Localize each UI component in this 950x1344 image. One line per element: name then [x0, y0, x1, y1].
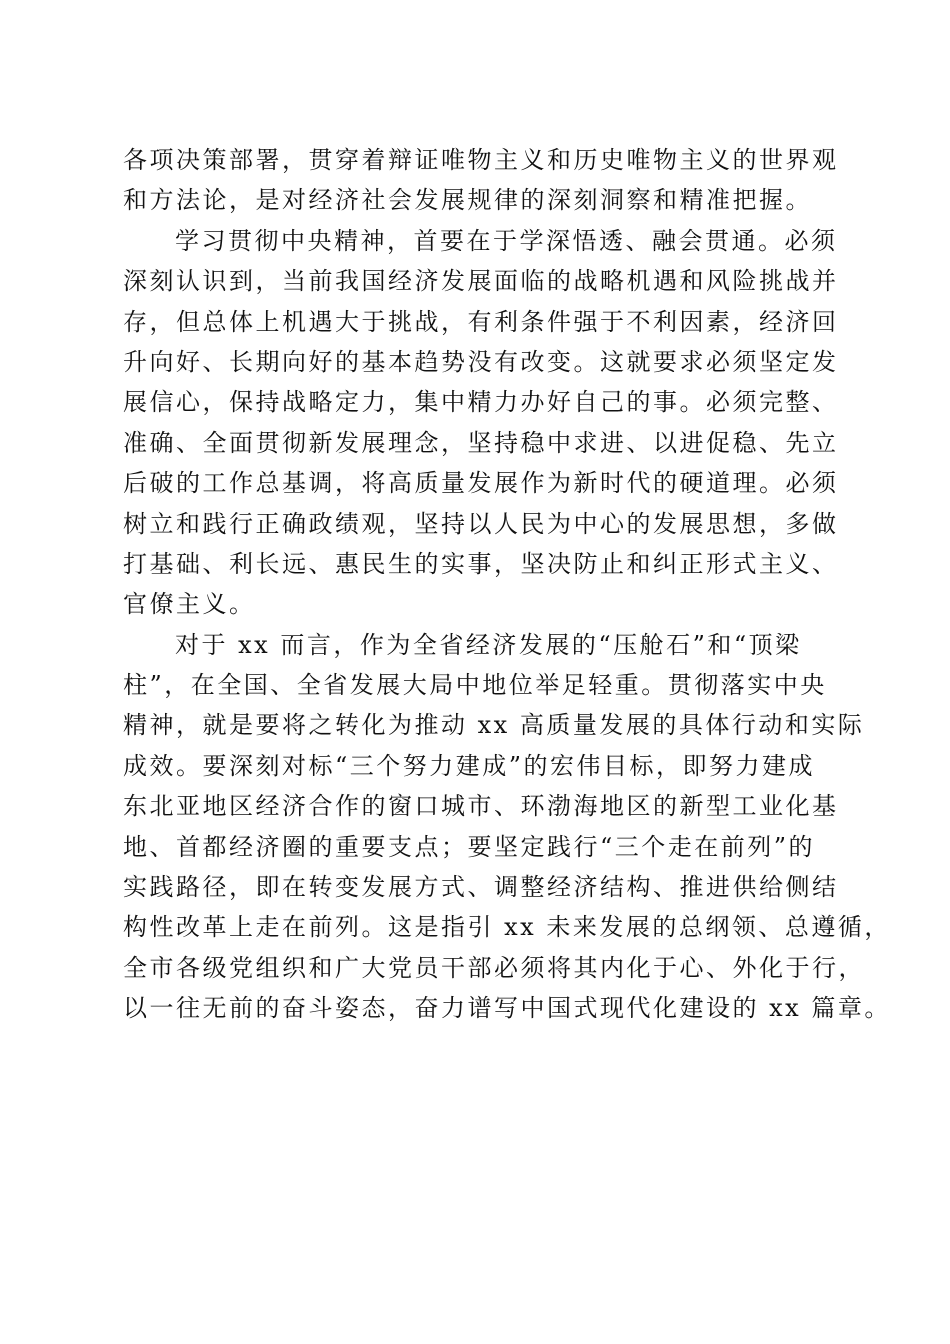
- paragraph-line: 实践路径，即在转变发展方式、调整经济结构、推进供给侧结: [123, 873, 839, 902]
- paragraph-line: 柱”，在全国、全省发展大局中地位举足轻重。贯彻落实中央: [123, 671, 827, 700]
- paragraph-line: 构性改革上走在前列。这是指引 xx 未来发展的总纲领、总遵循，: [123, 913, 891, 942]
- paragraph-1: [123, 140, 843, 221]
- paragraph-line: 准确、全面贯彻新发展理念，坚持稳中求进、以进促稳、先立: [123, 428, 839, 457]
- paragraph-line: 学习贯彻中央精神，首要在于学深悟透、融会贯通。必须: [175, 226, 838, 255]
- paragraph-line: 树立和践行正确政绩观，坚持以人民为中心的发展思想，多做: [123, 509, 839, 538]
- paragraph-line: 地、首都经济圈的重要支点；要坚定践行“三个走在前列”的: [123, 832, 816, 861]
- paragraph-line: 以一往无前的奋斗姿态，奋力谱写中国式现代化建设的 xx 篇章。: [123, 994, 891, 1023]
- paragraph-line: 东北亚地区经济合作的窗口城市、环渤海地区的新型工业化基: [123, 792, 839, 821]
- paragraph-line: 打基础、利长远、惠民生的实事，坚决防止和纠正形式主义、: [123, 549, 839, 578]
- paragraph-line: 精神，就是要将之转化为推动 xx 高质量发展的具体行动和实际: [123, 711, 865, 740]
- paragraph-line: 对于 xx 而言，作为全省经济发展的“压舱石”和“顶梁: [175, 630, 802, 659]
- paragraph-line: 深刻认识到，当前我国经济发展面临的战略机遇和风险挑战并: [123, 267, 839, 296]
- paragraph-line: 官僚主义。: [123, 590, 256, 619]
- paragraph-line: 和方法论，是对经济社会发展规律的深刻洞察和精准把握。: [123, 186, 812, 215]
- paragraph-line: 展信心，保持战略定力，集中精力办好自己的事。必须完整、: [123, 388, 839, 417]
- paragraph-line: 存，但总体上机遇大于挑战，有利条件强于不利因素，经济回: [123, 307, 839, 336]
- paragraph-line: 各项决策部署，贯穿着辩证唯物主义和历史唯物主义的世界观: [123, 146, 839, 174]
- paragraph-line: 升向好、长期向好的基本趋势没有改变。这就要求必须坚定发: [123, 347, 839, 376]
- paragraph-line: 全市各级党组织和广大党员干部必须将其内化于心、外化于行，: [123, 953, 865, 982]
- paragraph-2: [123, 221, 843, 625]
- paragraph-line: 后破的工作总基调，将高质量发展作为新时代的硬道理。必须: [123, 469, 839, 498]
- paragraph-line: 成效。要深刻对标“三个努力建成”的宏伟目标，即努力建成: [123, 751, 816, 780]
- paragraph-3: [123, 625, 891, 1029]
- document-body: [123, 140, 891, 1029]
